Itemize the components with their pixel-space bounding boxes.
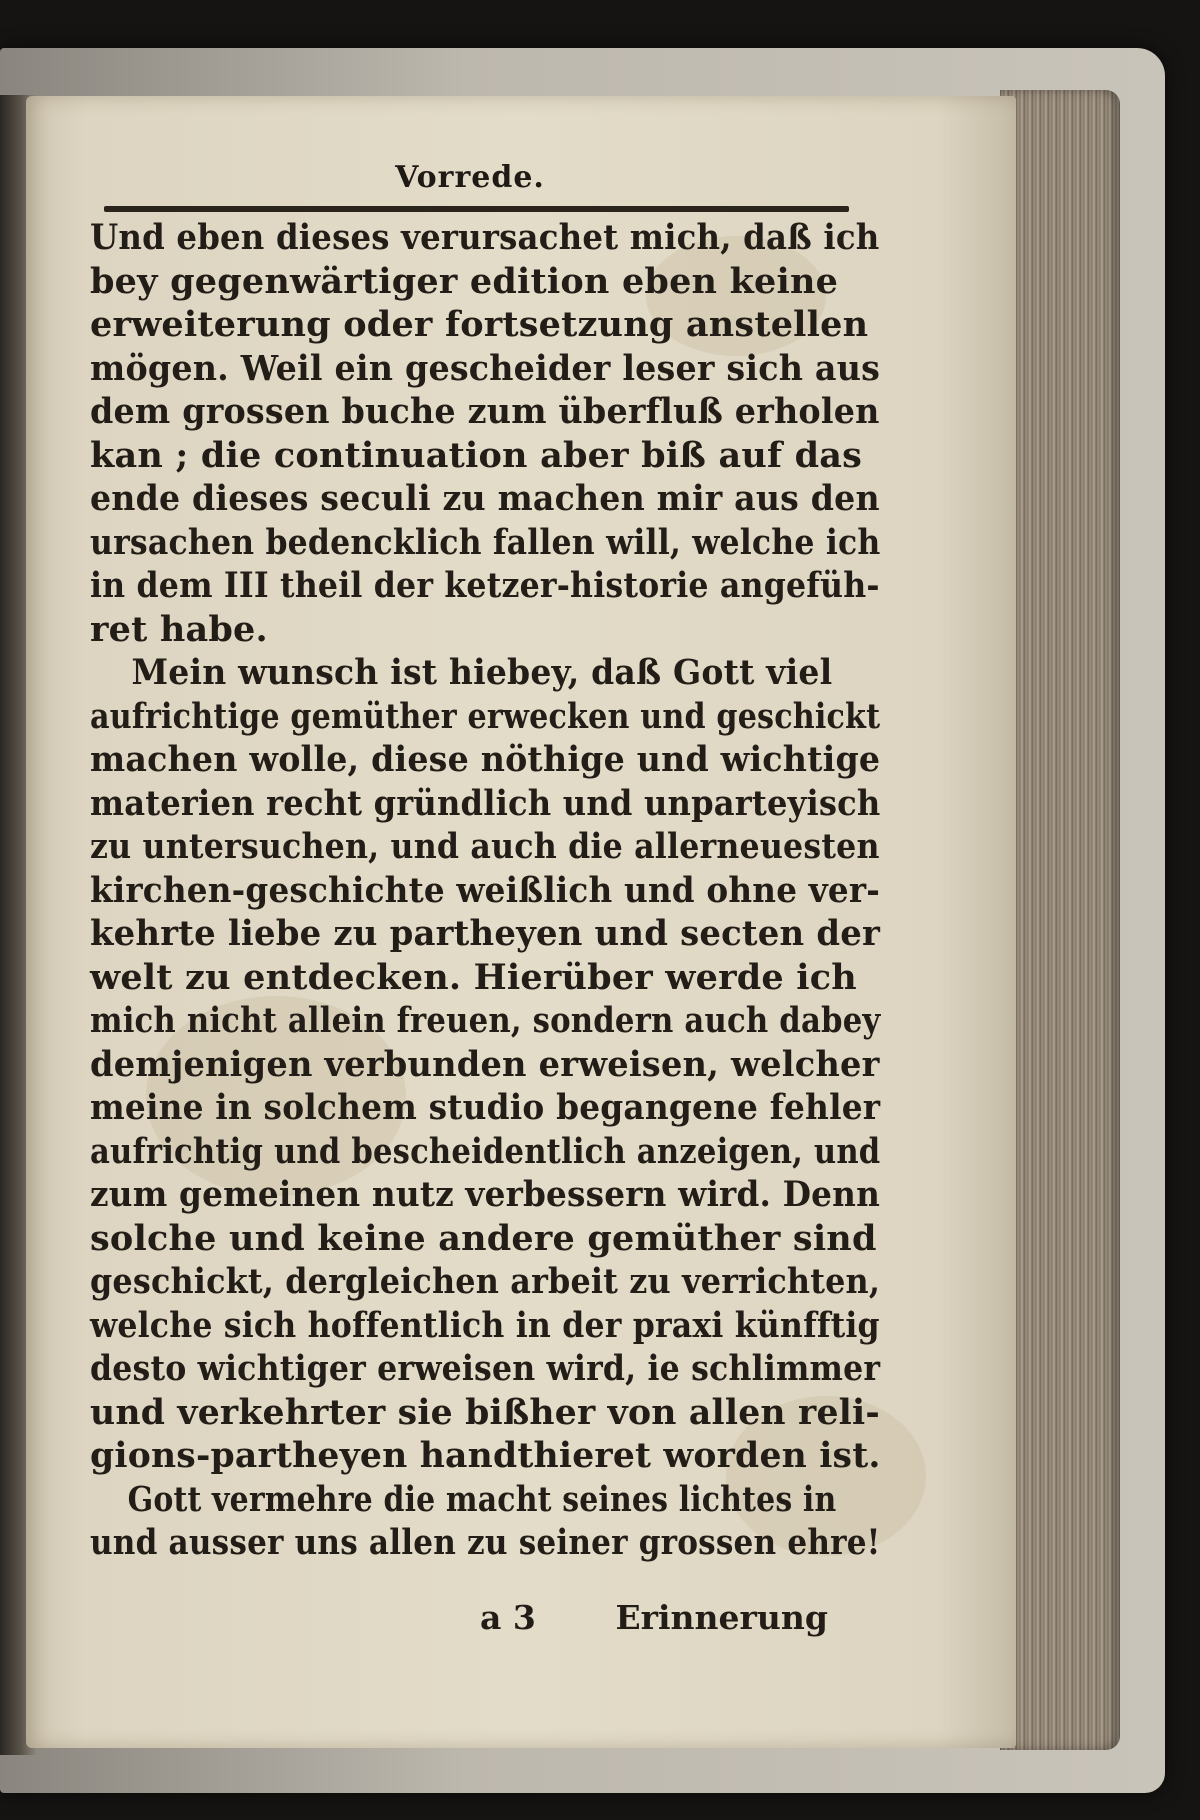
text-line: mögen. Weil ein gescheider leser sich aus bbox=[90, 347, 881, 389]
catchword: Erinnerung bbox=[615, 1598, 828, 1637]
text-line: aufrichtig und bescheidentlich anzeigen, und bbox=[90, 1130, 881, 1172]
text-line: ursachen bedencklich fallen will, welche ich bbox=[90, 521, 881, 563]
text-line: solche und keine andere gemüther sind bbox=[90, 1217, 877, 1259]
text-line: zum gemeinen nutz verbessern wird. Denn bbox=[90, 1174, 881, 1215]
text-line: mich nicht allein freuen, sondern auch dabey bbox=[90, 1000, 881, 1041]
text-line: materien recht gründlich und unparteyisch bbox=[90, 782, 881, 824]
page-body bbox=[90, 216, 880, 1565]
text-line: bey gegenwärtiger edition eben keine bbox=[90, 260, 839, 302]
text-line: aufrichtige gemüther erwecken und geschickt bbox=[90, 695, 881, 737]
text-line: machen wolle, diese nöthige und wichtige bbox=[90, 739, 881, 780]
paragraph-start-line: Mein wunsch ist hiebey, daß Gott viel bbox=[131, 652, 833, 693]
text-line: ende dieses seculi zu machen mir aus den bbox=[90, 478, 880, 519]
text-line: ret habe. bbox=[90, 608, 268, 650]
text-line: und verkehrter sie bißher von allen reli- bbox=[90, 1391, 880, 1433]
paragraph-start-line: Gott vermehre die macht seines lichtes in bbox=[127, 1478, 837, 1520]
text-line: und ausser uns allen zu seiner grossen ehre! bbox=[90, 1522, 881, 1563]
header-rule bbox=[104, 206, 849, 212]
text-line: kehrte liebe zu partheyen und secten der bbox=[90, 913, 881, 954]
text-line: geschickt, dergleichen arbeit zu verrichten, bbox=[90, 1261, 881, 1302]
text-line: kan ; die continuation aber biß auf das bbox=[90, 434, 863, 476]
signature-mark: a 3 bbox=[480, 1598, 536, 1637]
text-line: meine in solchem studio begangene fehler bbox=[90, 1087, 881, 1128]
text-line: dem grossen buche zum überfluß erholen bbox=[90, 391, 880, 432]
text-line: demjenigen verbunden erweisen, welcher bbox=[90, 1043, 880, 1085]
text-line: welche sich hoffentlich in der praxi künfftig bbox=[90, 1304, 880, 1346]
page-footer bbox=[90, 1598, 840, 1642]
text-line: Und eben dieses verursachet mich, daß ich bbox=[90, 217, 880, 258]
running-header: Vorrede. bbox=[395, 160, 545, 195]
text-line: in dem III theil der ketzer-historie angefüh- bbox=[90, 565, 880, 606]
text-line: zu untersuchen, und auch die allerneuesten bbox=[90, 826, 880, 867]
page-edges bbox=[1000, 90, 1120, 1750]
text-line: gions-partheyen handthieret worden ist. bbox=[90, 1435, 881, 1476]
text-line: kirchen-geschichte weißlich und ohne ver- bbox=[90, 869, 880, 911]
text-line: erweiterung oder fortsetzung anstellen bbox=[90, 304, 869, 345]
text-line: welt zu entdecken. Hierüber werde ich bbox=[90, 956, 857, 998]
text-line: desto wichtiger erweisen wird, ie schlimmer bbox=[90, 1348, 881, 1389]
